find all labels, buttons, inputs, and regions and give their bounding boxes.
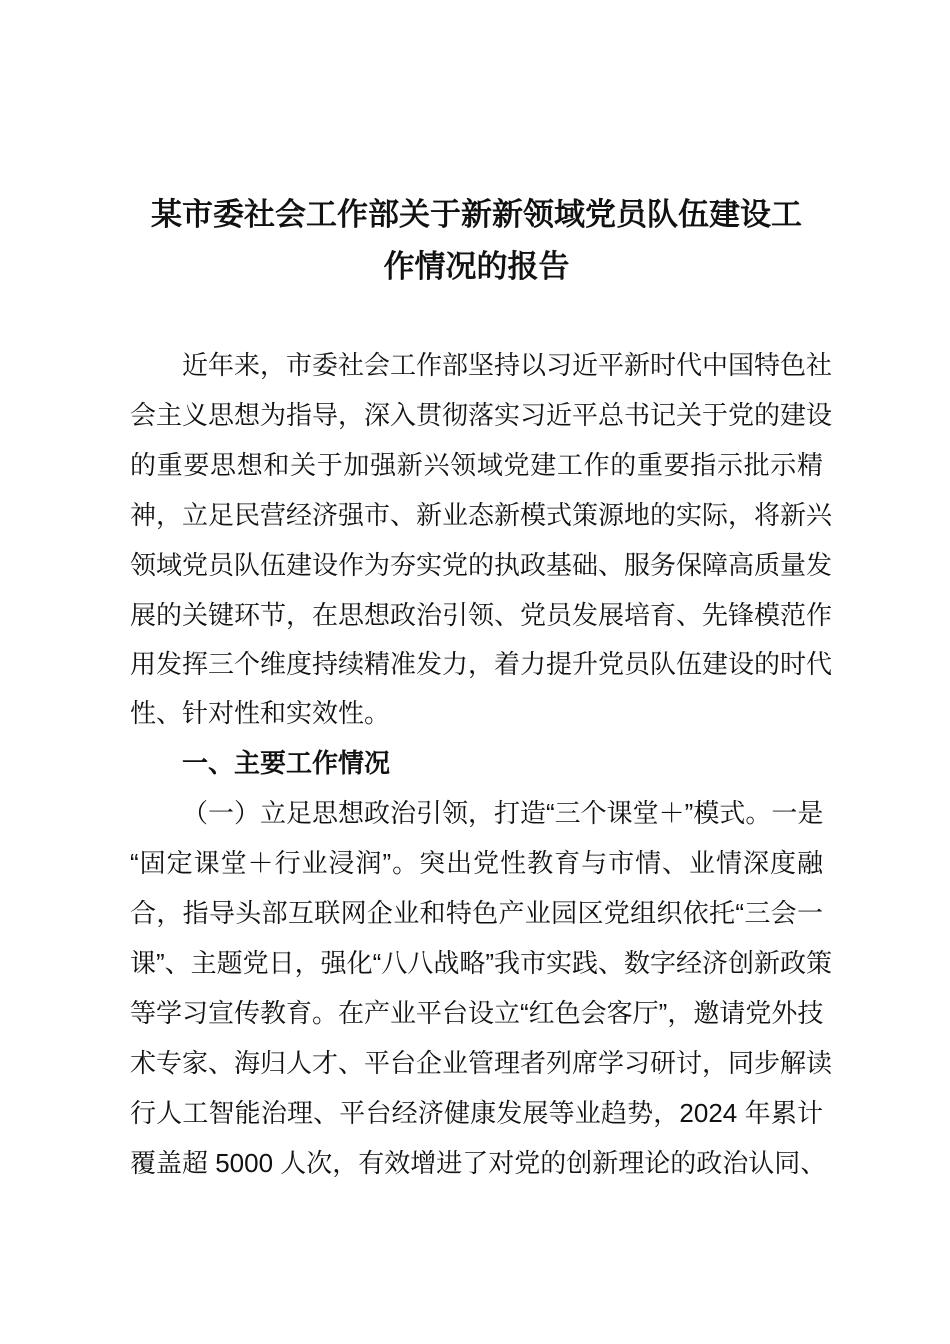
paragraph-line: “固定课堂＋行业浸润”。突出党性教育与市情、业情深度融 <box>130 848 823 878</box>
paragraph-line: 神，立足民营经济强市、新业态新模式策源地的实际，将新兴 <box>130 500 833 530</box>
paragraph-line: 近年来，市委社会工作部坚持以习近平新时代中国特色社 <box>182 350 833 380</box>
paragraph-line: 性、针对性和实效性。 <box>130 698 391 728</box>
paragraph-line: 课”、主题党日，强化“八八战略”我市实践、数字经济创新政策 <box>130 948 832 978</box>
paragraph-line: 的重要思想和关于加强新兴领域党建工作的重要指示批示精 <box>130 450 823 480</box>
paragraph-line: 等学习宣传教育。在产业平台设立“红色会客厅”，邀请党外技 <box>130 998 824 1028</box>
paragraph-line: 展的关键环节，在思想政治引领、党员发展培育、先锋模范作 <box>130 600 833 630</box>
document-title-line-1: 某市委社会工作部关于新新领域党员队伍建设工 <box>151 197 802 232</box>
paragraph-line: 行人工智能治理、平台经济健康发展等业趋势，2024 年累计 <box>130 1098 823 1128</box>
paragraph-line: 合，指导头部互联网企业和特色产业园区党组织依托“三会一 <box>130 898 823 928</box>
paragraph-line: 覆盖超 5000 人次，有效增进了对党的创新理论的政治认同、 <box>130 1148 827 1178</box>
paragraph-line: 会主义思想为指导，深入贯彻落实习近平总书记关于党的建设 <box>130 400 833 430</box>
paragraph-line: （一）立足思想政治引领，打造“三个课堂＋”模式。一是 <box>182 798 824 828</box>
paragraph-line: 用发挥三个维度持续精准发力，着力提升党员队伍建设的时代 <box>130 649 833 679</box>
paragraph-line: 术专家、海归人才、平台企业管理者列席学习研讨，同步解读 <box>130 1048 833 1078</box>
paragraph-line: 领域党员队伍建设作为夯实党的执政基础、服务保障高质量发 <box>130 550 833 580</box>
document-title-line-2: 作情况的报告 <box>383 249 570 284</box>
section-heading: 一、主要工作情况 <box>182 748 391 778</box>
